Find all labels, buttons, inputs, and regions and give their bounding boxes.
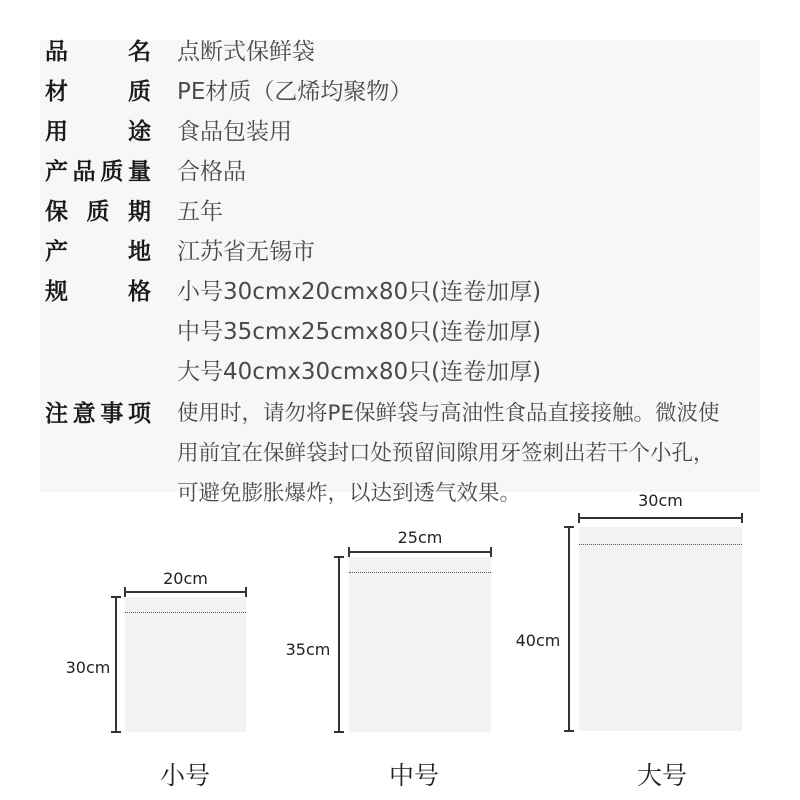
spec-label-char: 保 xyxy=(45,199,68,225)
spec-value: 点断式保鲜袋 xyxy=(177,39,315,65)
spec-value: 江苏省无锡市 xyxy=(177,239,315,265)
spec-label-char: 质 xyxy=(86,199,110,225)
width-label-medium: 25cm xyxy=(397,528,443,547)
width-label-small: 20cm xyxy=(163,569,208,588)
width-dimension-large xyxy=(579,517,742,519)
spec-label xyxy=(45,113,151,151)
notes-label-char: 项 xyxy=(127,401,151,427)
notes-label-char: 意 xyxy=(72,401,96,427)
spec-label xyxy=(45,153,151,191)
spec-label xyxy=(45,33,151,71)
bag-medium xyxy=(349,557,491,732)
bag-seal-line xyxy=(579,544,742,545)
bag-seal-line xyxy=(125,612,246,613)
bag-name-large: 大号 xyxy=(636,761,687,790)
notes-label-char: 注 xyxy=(45,401,68,427)
spec-label-char: 材 xyxy=(45,79,68,105)
spec-label xyxy=(45,233,151,271)
spec-label-char: 格 xyxy=(128,279,151,305)
height-label-large: 40cm xyxy=(515,631,561,650)
height-dimension-medium xyxy=(338,557,340,732)
spec-label-char: 用 xyxy=(45,119,68,145)
bag-small xyxy=(125,597,246,732)
spec-label-char: 产 xyxy=(45,159,68,185)
note-line: 可避免膨胀爆炸，以达到透气效果。 xyxy=(177,481,522,506)
spec-value: 合格品 xyxy=(177,159,246,185)
bag-large xyxy=(579,527,742,731)
width-label-large: 30cm xyxy=(638,491,683,510)
note-line: 用前宜在保鲜袋封口处预留间隙用牙签刺出若干个小孔， xyxy=(177,441,715,466)
spec-label-char: 规 xyxy=(45,279,68,305)
spec-value: 食品包装用 xyxy=(177,119,292,145)
note-line: 使用时，请勿将PE保鲜袋与高油性食品直接接触。微波使 xyxy=(177,401,720,426)
notes-label-char: 事 xyxy=(100,401,124,427)
spec-extra-medium: 中号35cmx25cmx80只(连卷加厚) xyxy=(177,319,542,345)
height-label-small: 30cm xyxy=(65,658,111,677)
spec-value: 小号30cmx20cmx80只(连卷加厚) xyxy=(177,279,542,305)
bag-name-medium: 中号 xyxy=(388,761,439,790)
spec-label-char: 质 xyxy=(128,79,151,105)
width-dimension-small xyxy=(125,591,246,593)
spec-label-char: 地 xyxy=(128,239,151,265)
spec-extra-large: 大号40cmx30cmx80只(连卷加厚) xyxy=(177,359,542,385)
notes-label xyxy=(45,395,151,433)
height-label-medium: 35cm xyxy=(285,640,331,659)
spec-value: PE材质（乙烯均聚物） xyxy=(177,79,413,105)
spec-label-char: 质 xyxy=(100,159,124,185)
bag-seal-line xyxy=(349,572,491,573)
bag-name-small: 小号 xyxy=(159,761,210,790)
width-dimension-medium xyxy=(349,551,491,553)
spec-label-char: 产 xyxy=(45,239,68,265)
height-dimension-large xyxy=(568,527,570,731)
spec-label xyxy=(45,73,151,111)
spec-label xyxy=(45,273,151,311)
spec-label-char: 名 xyxy=(128,39,151,65)
spec-label-char: 途 xyxy=(128,119,151,145)
spec-label xyxy=(45,193,151,231)
spec-label-char: 品 xyxy=(45,39,68,65)
spec-value: 五年 xyxy=(177,199,223,225)
spec-label-char: 量 xyxy=(127,159,151,185)
spec-label-char: 期 xyxy=(128,199,151,225)
spec-label-char: 品 xyxy=(72,159,96,185)
